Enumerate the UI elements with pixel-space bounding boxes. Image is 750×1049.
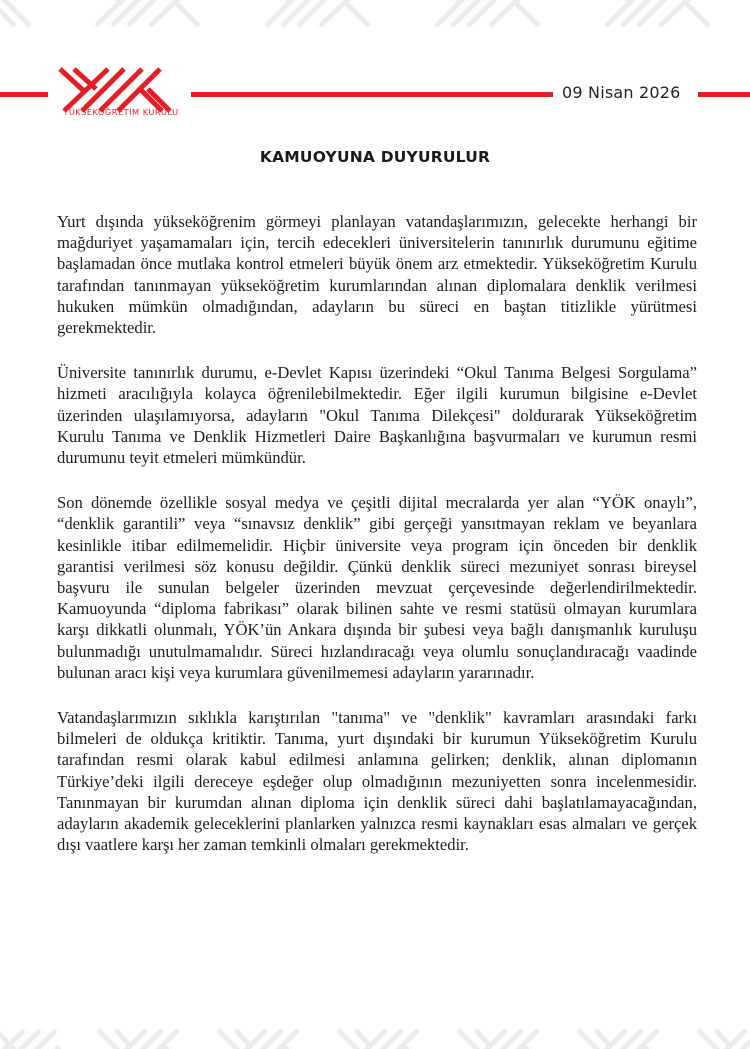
paragraph: Yurt dışında yükseköğrenim görmeyi planlayan vatandaşlarımızın, gelecekte herhangi bir mağduriyet yaşamamaları için, tercih edecekleri üniversitelerin tanınırlık durumunu eğitime başlamadan önce mutlaka kontrol etmeleri büyük önem arz etmektedir. Yükseköğretim Kurulu tarafından tanınmayan yükseköğretim kurumlarından alınan diplomalara denklik verilmesi hukuken mümkün olmadığından, adayların bu süreci en baştan titizlikle yürütmesi gerekmektedir.: [57, 212, 697, 338]
watermark-pattern-bottom: [0, 1026, 750, 1049]
document-body: [57, 211, 697, 879]
paragraph: Üniversite tanınırlık durumu, e-Devlet Kapısı üzerindeki “Okul Tanıma Belgesi Sorgulama” hizmeti aracılığıyla kolayca öğrenilebilmektedir. Eğer ilgili kurumun bilgisine e-Devlet üzerinden ulaşılamıyorsa, adayların "Okul Tanıma Dilekçesi" doldurarak Yükseköğretim Kurulu Tanıma ve Denklik Hizmetleri Daire Başkanlığına başvurmaları ve kurumun resmi durumunu teyit etmeleri mümkündür.: [57, 363, 697, 468]
watermark-pattern-top: [0, 0, 750, 28]
paragraph: Vatandaşlarımızın sıklıkla karıştırılan "tanıma" ve "denklik" kavramları arasındaki farkı bilmeleri de oldukça kritiktir. Tanıma, yurt dışındaki bir kurumun Yükseköğretim Kurulu tarafından resmi olarak kabul edilmesi anlamına gelirken; denklik, alınan diplomanın Türkiye’deki ilgili dereceye eşdeğer olup olmadığının mezuniyetten sonra incelenmesidir. Tanınmayan bir kurumdan alınan diploma için denklik süreci dahi başlatılamayacağından, adayların akademik geleceklerini planlarken yalnızca resmi kaynakları esas almaları ve gerçek dışı vaatlere karşı her zaman temkinli olmaları gerekmektedir.: [57, 708, 697, 855]
header-rule-middle: [191, 92, 553, 97]
header-rule-left: [0, 92, 48, 97]
paragraph: Son dönemde özellikle sosyal medya ve çeşitli dijital mecralarda yer alan “YÖK onaylı”, “denklik garantili” veya “sınavsız denklik” gibi gerçeği yansıtmayan reklam ve beyanlara kesinlikle itibar edilmemelidir. Hiçbir üniversite veya program için önceden bir denklik garantisi verilmesi söz konusu değildir. Çünkü denklik süreci mezuniyet sonrası bireysel başvuru ile sunulan belgeler üzerinden mevzuat çerçevesinde değerlendirilmektedir. Kamuoyunda “diploma fabrikası” olarak bilinen sahte ve resmi statüsü olmayan kurumlara karşı dikkatli olunmalı, YÖK’ün Ankara dışında bir şubesi veya bağlı danışmanlık kuruluşu bulunmadığı unutulmamalıdır. Süreci hızlandıracağı veya olumlu sonuçlandıracağı vaadinde bulunan aracı kişi veya kurumlara güvenilmemesi adayların yararınadır.: [57, 493, 697, 682]
logo-caption: YÜKSEKÖĞRETİM KURULU: [63, 107, 179, 117]
header-rule-right: [698, 92, 750, 97]
document-title: KAMUOYUNA DUYURULUR: [259, 148, 491, 166]
document-date: 09 Nisan 2026: [562, 83, 681, 102]
